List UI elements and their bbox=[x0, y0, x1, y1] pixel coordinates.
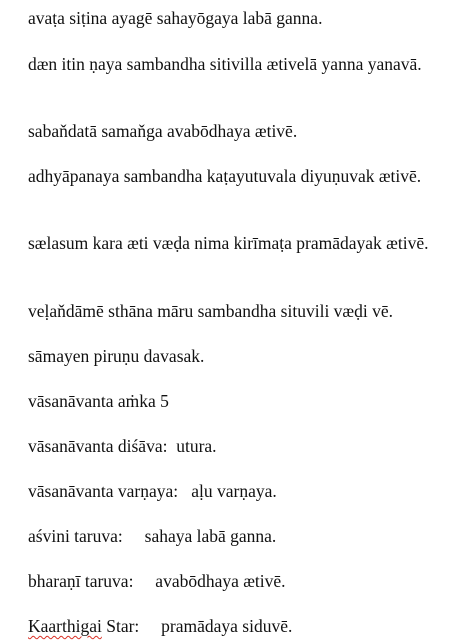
paragraph-13 bbox=[28, 615, 464, 637]
paragraph-8: vāsanāvanta aṁka 5 bbox=[28, 391, 169, 411]
paragraph-4: adhyāpanaya sambandha kaṭayutuvala diyuṇuvak ætivē. bbox=[28, 166, 422, 186]
paragraph-2: dæn itin ṇaya sambandha sitivilla ætivelā yanna yanavā. bbox=[28, 54, 422, 74]
paragraph-6: veḷaňdāmē sthāna māru sambandha situvili væḍi vē. bbox=[28, 301, 393, 321]
paragraph-12: bharaṇī taruva: avabōdhaya ætivē. bbox=[28, 571, 286, 591]
paragraph-11: aśvini taruva: sahaya labā ganna. bbox=[28, 526, 277, 546]
paragraph-3: sabaňdatā samaňga avabōdhaya ætivē. bbox=[28, 121, 298, 141]
paragraph-5: sælasum kara æti væḍa nima kirīmaṭa pramādayak ætivē. bbox=[28, 233, 429, 253]
paragraph-1: avaṭa siṭina ayagē sahayōgaya labā ganna. bbox=[28, 8, 323, 28]
paragraph-10: vāsanāvanta varṇaya: aḷu varṇaya. bbox=[28, 481, 277, 501]
paragraph-9: vāsanāvanta diśāva: utura. bbox=[28, 436, 217, 456]
spellcheck-flagged-word[interactable]: Kaarthigai bbox=[28, 616, 102, 636]
paragraph-7: sāmayen piruṇu davasak. bbox=[28, 346, 205, 366]
paragraph-13-text: Star: pramādaya siduvē. bbox=[101, 616, 293, 636]
